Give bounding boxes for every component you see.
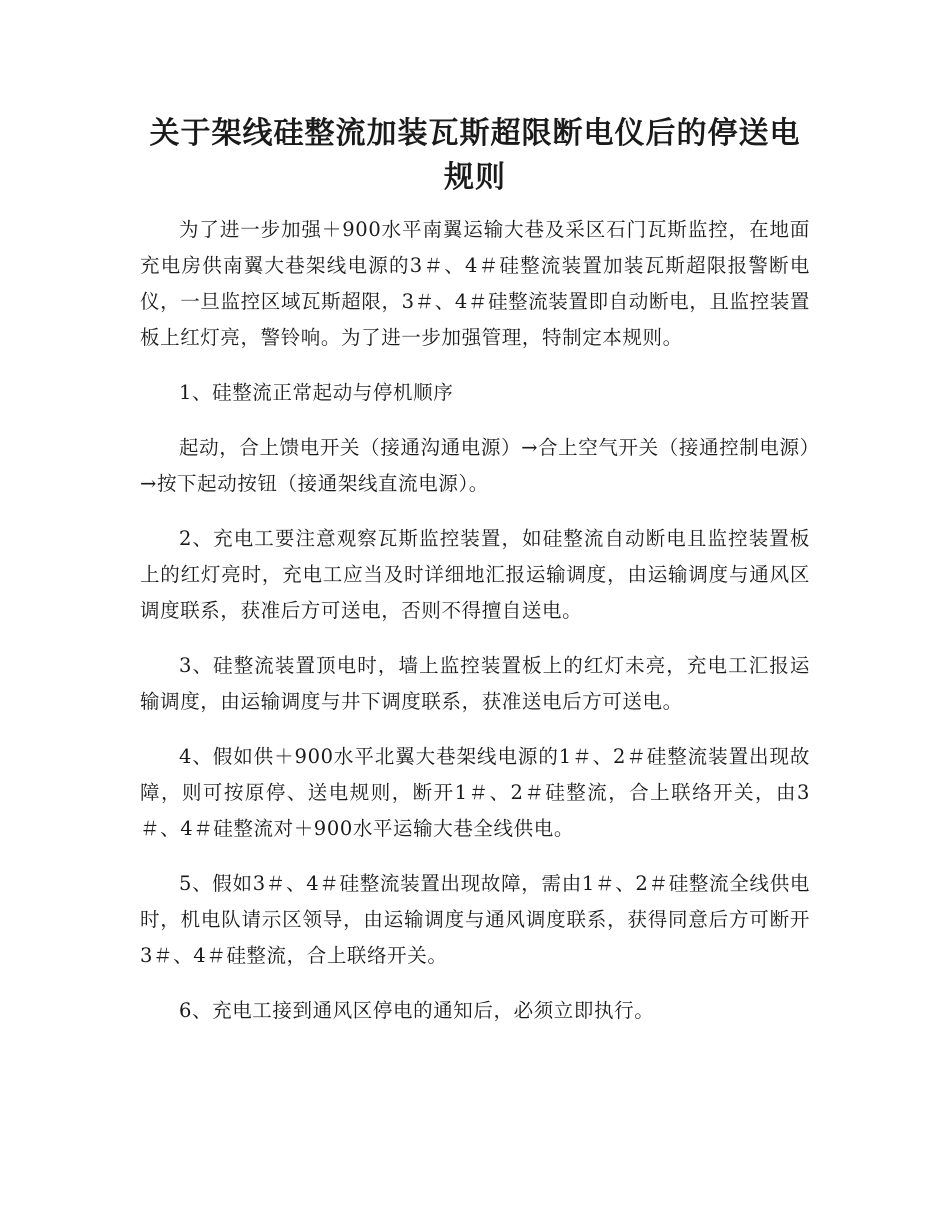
paragraph-rule-5: 5、假如3＃、4＃硅整流装置出现故障，需由1＃、2＃硅整流全线供电时，机电队请示区领导，由运输调度与通风调度联系，获得同意后方可断开3＃、4＃硅整流，合上联络开关。 [140,872,810,967]
paragraph-rule-3: 3、硅整流装置顶电时，墙上监控装置板上的红灯未亮，充电工汇报运输调度，由运输调度与井下调度联系，获准送电后方可送电。 [140,654,810,713]
paragraph-rule-4: 4、假如供＋900水平北翼大巷架线电源的1＃、2＃硅整流装置出现故障，则可按原停、送电规则，断开1＃、2＃硅整流，合上联络开关，由3＃、4＃硅整流对＋900水平运输大巷全线供电。 [140,745,810,840]
paragraph-startup-sequence: 起动，合上馈电开关（接通沟通电源）→合上空气开关（接通控制电源）→按下起动按钮（接通架线直流电源）。 [140,436,810,495]
document-title: 关于架线硅整流加装瓦斯超限断电仪后的停送电规则 [149,116,801,195]
paragraph-rule-2: 2、充电工要注意观察瓦斯监控装置，如硅整流自动断电且监控装置板上的红灯亮时，充电工应当及时详细地汇报运输调度，由运输调度与通风区调度联系，获准后方可送电，否则不得擅自送电。 [140,527,810,622]
paragraph-rule-1-heading: 1、硅整流正常起动与停机顺序 [179,381,454,404]
paragraph-intro: 为了进一步加强＋900水平南翼运输大巷及采区石门瓦斯监控，在地面充电房供南翼大巷架线电源的3＃、4＃硅整流装置加装瓦斯超限报警断电仪，一旦监控区域瓦斯超限，3＃、4＃硅整流装置即自动断电，且监控装置板上红灯亮，警铃响。为了进一步加强管理，特制定本规则。 [140,218,810,349]
document-page [140,112,810,1048]
paragraph-rule-6: 6、充电工接到通风区停电的通知后，必须立即执行。 [179,999,655,1022]
